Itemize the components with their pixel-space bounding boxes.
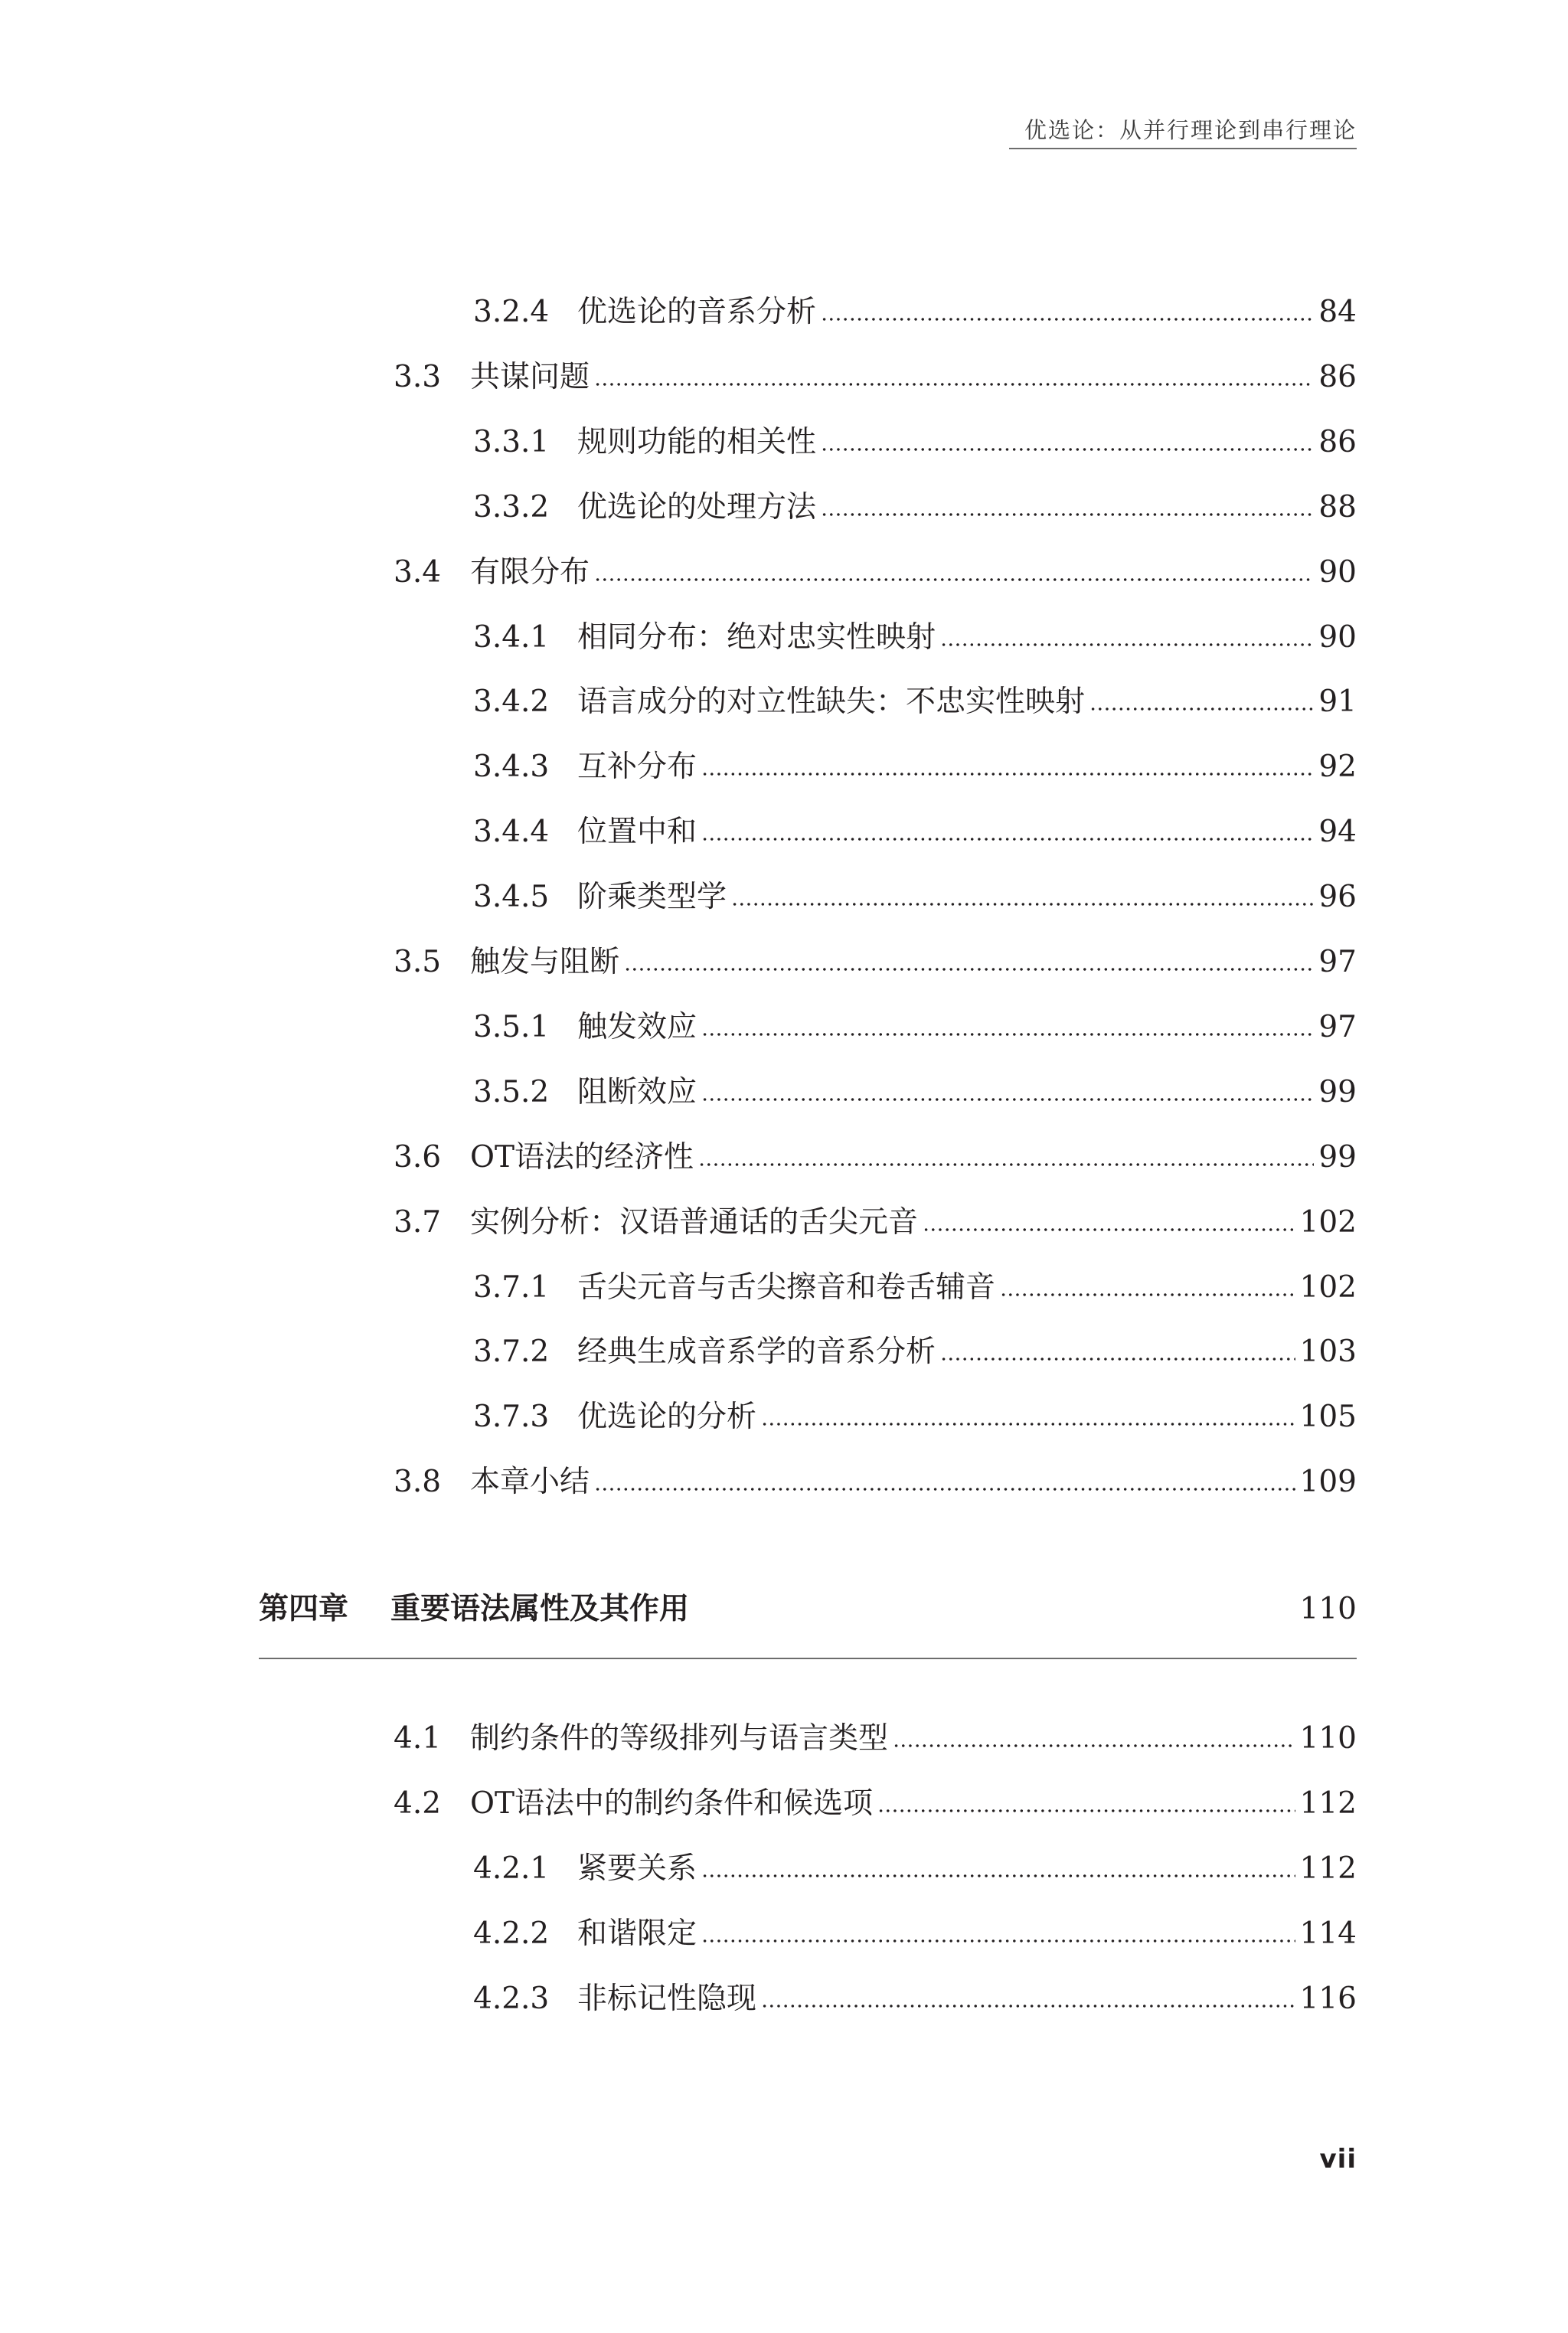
toc-entry-title: 非标记性隐现 bbox=[577, 1982, 757, 2016]
toc-entry-line bbox=[470, 1200, 1357, 1246]
toc-entry bbox=[0, 355, 1568, 400]
toc-entry-page-number: 94 bbox=[1318, 815, 1357, 850]
toc-entry-page-number: 99 bbox=[1318, 1139, 1357, 1175]
toc-entry-line bbox=[577, 809, 1357, 855]
toc-entry bbox=[0, 874, 1568, 920]
toc-entry-page-number: 86 bbox=[1318, 359, 1357, 394]
toc-entry bbox=[0, 809, 1568, 855]
toc-entry-number: 3.4.4 bbox=[473, 815, 550, 850]
toc-entry-title: 优选论的音系分析 bbox=[577, 295, 817, 329]
toc-entry-title: OT语法的经济性 bbox=[470, 1139, 694, 1175]
toc-entry-page-number: 96 bbox=[1318, 880, 1357, 915]
toc-leader-dots bbox=[923, 1228, 1295, 1231]
toc-entry-number: 3.5 bbox=[394, 945, 442, 979]
toc-entry-title: 触发效应 bbox=[577, 1009, 697, 1044]
toc-entry-title: 经典生成音系学的音系分析 bbox=[577, 1335, 936, 1370]
toc-leader-dots bbox=[1089, 707, 1314, 711]
toc-entry-number: 3.2.4 bbox=[473, 295, 550, 329]
toc-entry-line bbox=[577, 485, 1357, 531]
toc-entry bbox=[0, 420, 1568, 466]
toc-entry-page-number: 99 bbox=[1318, 1074, 1357, 1109]
page-folio: vii bbox=[1319, 2144, 1357, 2175]
toc-entry-page-number: 109 bbox=[1299, 1465, 1357, 1500]
toc-entry-title: 紧要关系 bbox=[577, 1851, 697, 1886]
chapter-page-number: 110 bbox=[1299, 1592, 1357, 1626]
chapter-title: 重要语法属性及其作用 bbox=[390, 1592, 690, 1626]
toc-entry bbox=[0, 1200, 1568, 1246]
toc-entry-title: 本章小结 bbox=[470, 1465, 590, 1500]
toc-entry-title: 舌尖元音与舌尖擦音和卷舌辅音 bbox=[577, 1269, 996, 1305]
toc-entry-number: 4.2.2 bbox=[473, 1916, 550, 1951]
toc-leader-dots bbox=[594, 578, 1314, 581]
toc-entry bbox=[0, 615, 1568, 661]
toc-entry-number: 3.7.1 bbox=[473, 1269, 550, 1305]
toc-leader-dots bbox=[821, 318, 1314, 321]
toc-leader-dots bbox=[701, 1939, 1295, 1943]
toc-entry-line bbox=[470, 1135, 1357, 1181]
toc-entry-number: 4.1 bbox=[394, 1721, 442, 1756]
toc-leader-dots bbox=[701, 1874, 1295, 1877]
toc-entry-line bbox=[470, 355, 1357, 400]
toc-entry-number: 3.6 bbox=[394, 1139, 442, 1175]
toc-leader-dots bbox=[594, 383, 1314, 386]
toc-entry bbox=[0, 744, 1568, 790]
toc-entry-line bbox=[577, 1911, 1357, 1957]
toc-entry-line bbox=[470, 1781, 1357, 1827]
toc-entry-page-number: 84 bbox=[1318, 295, 1357, 329]
chapter-rule bbox=[259, 1658, 1357, 1659]
toc-entry-title: 语言成分的对立性缺失：不忠实性映射 bbox=[577, 685, 1086, 720]
toc-entry-number: 4.2.1 bbox=[473, 1851, 550, 1886]
toc-entry-line bbox=[470, 550, 1357, 596]
toc-entry bbox=[0, 485, 1568, 531]
toc-entry-title: 共谋问题 bbox=[470, 359, 590, 394]
toc-entry-title: 阻断效应 bbox=[577, 1074, 697, 1109]
toc-entry bbox=[0, 1070, 1568, 1116]
toc-entry-page-number: 112 bbox=[1299, 1786, 1357, 1821]
toc-entry-line bbox=[577, 1070, 1357, 1116]
toc-leader-dots bbox=[877, 1809, 1295, 1812]
toc-leader-dots bbox=[701, 1033, 1314, 1036]
toc-entry-line bbox=[470, 1716, 1357, 1762]
toc-entry-line bbox=[470, 939, 1357, 985]
toc-entry-title: 制约条件的等级排列与语言类型 bbox=[470, 1721, 889, 1756]
toc-entry-line bbox=[577, 1394, 1357, 1440]
toc-entry bbox=[0, 1005, 1568, 1051]
toc-entry-page-number: 102 bbox=[1299, 1204, 1357, 1240]
toc-entry-page-number: 91 bbox=[1318, 685, 1357, 720]
toc-entry bbox=[0, 1394, 1568, 1440]
toc-entry-page-number: 90 bbox=[1318, 619, 1357, 655]
toc-entry-number: 3.4.5 bbox=[473, 880, 550, 915]
toc-entry-number: 3.4 bbox=[394, 554, 442, 590]
toc-entry-title: 优选论的分析 bbox=[577, 1400, 757, 1435]
toc-entry bbox=[0, 1329, 1568, 1375]
toc-entry-line bbox=[470, 1459, 1357, 1505]
chapter-label: 第四章 bbox=[259, 1592, 349, 1626]
toc-entry-title: 相同分布：绝对忠实性映射 bbox=[577, 619, 936, 655]
toc-entry bbox=[0, 1911, 1568, 1957]
toc-leader-dots bbox=[940, 1358, 1295, 1361]
toc-entry bbox=[0, 679, 1568, 725]
toc-entry-number: 3.7 bbox=[394, 1204, 442, 1240]
toc-entry-page-number: 90 bbox=[1318, 554, 1357, 590]
toc-entry-line bbox=[577, 1976, 1357, 2022]
running-head: 优选论：从并行理论到串行理论 bbox=[1024, 117, 1357, 143]
chapter-heading bbox=[259, 1586, 1357, 1632]
toc-entry-page-number: 103 bbox=[1299, 1335, 1357, 1370]
toc-entry-page-number: 114 bbox=[1299, 1916, 1357, 1951]
toc-entry bbox=[0, 1135, 1568, 1181]
toc-entry-title: 有限分布 bbox=[470, 554, 590, 590]
toc-entry-number: 3.5.2 bbox=[473, 1074, 550, 1109]
toc-entry-number: 3.4.1 bbox=[473, 619, 550, 655]
toc-entry-page-number: 92 bbox=[1318, 750, 1357, 785]
toc-entry-line bbox=[577, 1265, 1357, 1311]
toc-entry-title: 实例分析：汉语普通话的舌尖元音 bbox=[470, 1204, 919, 1240]
toc-entry-number: 4.2 bbox=[394, 1786, 442, 1821]
toc-leader-dots bbox=[1000, 1293, 1295, 1296]
toc-entry-page-number: 97 bbox=[1318, 945, 1357, 979]
toc-entry bbox=[0, 1265, 1568, 1311]
toc-entry-page-number: 112 bbox=[1299, 1851, 1357, 1886]
toc-leader-dots bbox=[893, 1744, 1295, 1747]
toc-entry-line bbox=[577, 289, 1357, 335]
toc-entry bbox=[0, 1976, 1568, 2022]
toc-entry bbox=[0, 1846, 1568, 1892]
toc-entry-line bbox=[577, 615, 1357, 661]
toc-entry-title: 互补分布 bbox=[577, 750, 697, 785]
toc-entry-number: 3.3 bbox=[394, 359, 442, 394]
toc-entry-line bbox=[577, 744, 1357, 790]
toc-entry-number: 3.8 bbox=[394, 1465, 442, 1500]
toc-entry-number: 3.3.2 bbox=[473, 489, 550, 524]
toc-entry bbox=[0, 939, 1568, 985]
toc-entry-title: 阶乘类型学 bbox=[577, 880, 727, 915]
toc-entry bbox=[0, 1716, 1568, 1762]
toc-entry-page-number: 110 bbox=[1299, 1721, 1357, 1756]
toc-entry bbox=[0, 550, 1568, 596]
toc-entry-number: 3.7.2 bbox=[473, 1335, 550, 1370]
toc-entry bbox=[0, 1781, 1568, 1827]
toc-entry-page-number: 102 bbox=[1299, 1269, 1357, 1305]
toc-entry-page-number: 116 bbox=[1299, 1982, 1357, 2016]
toc-entry-title: 优选论的处理方法 bbox=[577, 489, 817, 524]
toc-entry-line bbox=[577, 1329, 1357, 1375]
toc-entry-page-number: 105 bbox=[1299, 1400, 1357, 1435]
toc-leader-dots bbox=[698, 1163, 1314, 1166]
toc-entry-page-number: 86 bbox=[1318, 424, 1357, 459]
toc-leader-dots bbox=[731, 903, 1314, 906]
toc-entry-line bbox=[577, 1005, 1357, 1051]
toc-leader-dots bbox=[761, 1423, 1295, 1426]
toc-leader-dots bbox=[761, 2005, 1295, 2008]
toc-entry-line bbox=[577, 679, 1357, 725]
toc-entry-page-number: 88 bbox=[1318, 489, 1357, 524]
toc-entry-title: OT语法中的制约条件和候选项 bbox=[470, 1786, 873, 1821]
toc-entry-number: 3.4.3 bbox=[473, 750, 550, 785]
toc-entry-title: 规则功能的相关性 bbox=[577, 424, 817, 459]
toc-entry-title: 位置中和 bbox=[577, 815, 697, 850]
toc-entry-line bbox=[577, 1846, 1357, 1892]
toc-entry-number: 4.2.3 bbox=[473, 1982, 550, 2016]
toc-entry-number: 3.3.1 bbox=[473, 424, 550, 459]
toc-leader-dots bbox=[940, 643, 1314, 646]
toc-entry-number: 3.7.3 bbox=[473, 1400, 550, 1435]
toc-leader-dots bbox=[701, 773, 1314, 776]
toc-entry bbox=[0, 1459, 1568, 1505]
toc-entry bbox=[0, 289, 1568, 335]
toc-leader-dots bbox=[821, 448, 1314, 451]
toc-leader-dots bbox=[624, 968, 1314, 971]
toc-entry-line bbox=[577, 420, 1357, 466]
toc-entry-title: 触发与阻断 bbox=[470, 945, 620, 979]
toc-entry-line bbox=[577, 874, 1357, 920]
toc-entry-number: 3.5.1 bbox=[473, 1009, 550, 1044]
toc-leader-dots bbox=[701, 838, 1314, 841]
toc-leader-dots bbox=[594, 1488, 1295, 1491]
toc-entry-title: 和谐限定 bbox=[577, 1916, 697, 1951]
toc-entry-page-number: 97 bbox=[1318, 1009, 1357, 1044]
toc-entry-number: 3.4.2 bbox=[473, 685, 550, 720]
toc-leader-dots bbox=[701, 1098, 1314, 1101]
running-head-rule bbox=[1009, 148, 1357, 149]
toc-leader-dots bbox=[821, 513, 1314, 516]
